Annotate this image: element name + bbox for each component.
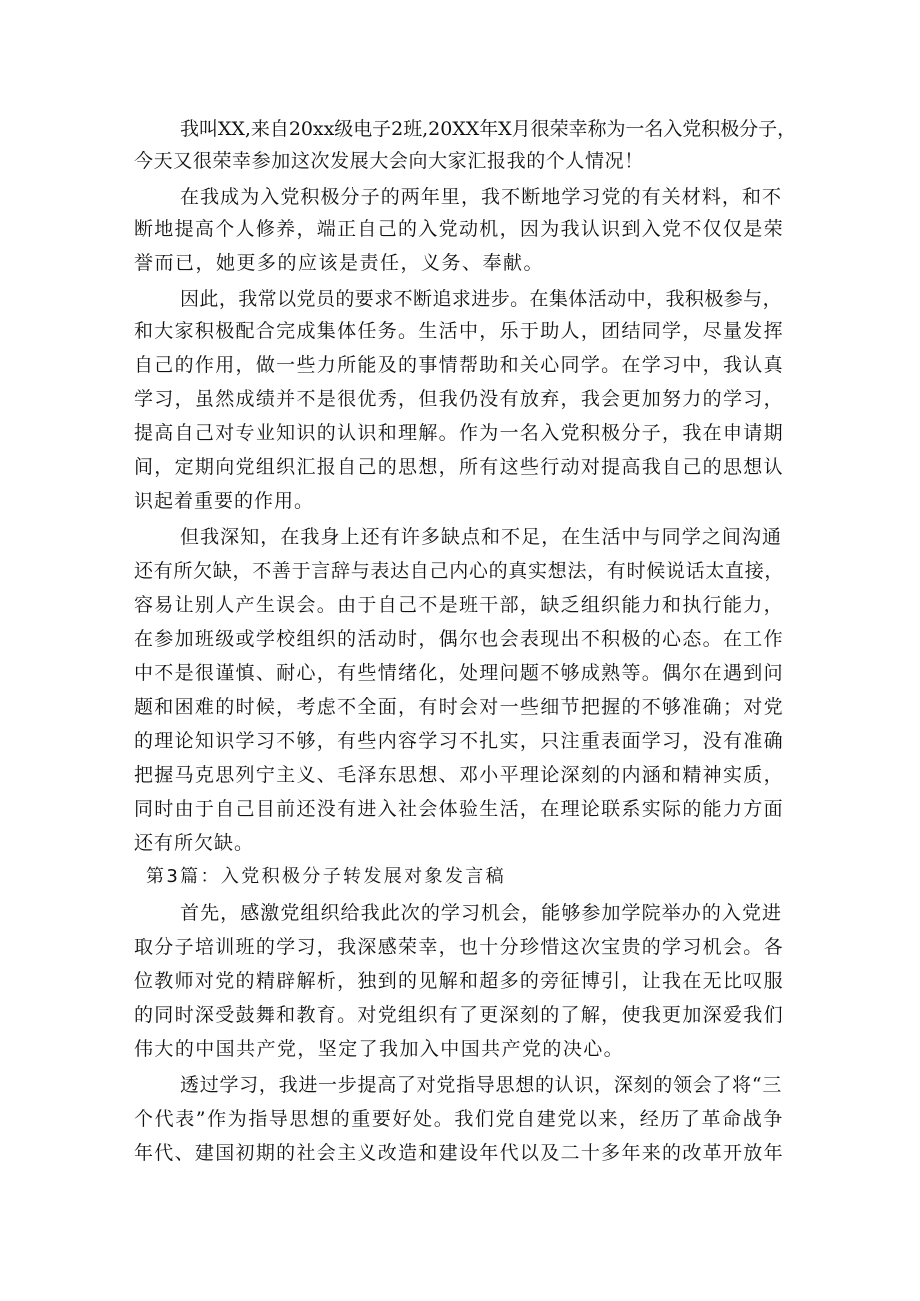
paragraph-line: 位教师对党的精辟解析，独到的见解和超多的旁征博引，让我在无比叹服 xyxy=(134,970,784,992)
paragraph-line: 誉而已，她更多的应该是责任，义务、奉献。 xyxy=(134,252,545,274)
paragraph-line: 识起着重要的作用。 xyxy=(134,490,315,512)
paragraph-line: 题和困难的时候，考虑不全面，有时会对一些细节把握的不够准确；对党 xyxy=(134,696,784,718)
paragraph-line: 提高自己对专业知识的认识和理解。作为一名入党积极分子，我在申请期 xyxy=(134,422,784,444)
paragraph-line: 自己的作用，做一些力所能及的事情帮助和关心同学。在学习中，我认真 xyxy=(134,354,784,376)
paragraph-line: 我叫XX,来自20xx级电子2班,20XX年X月很荣幸称为一名入党积极分子， xyxy=(180,118,797,140)
paragraph-line: 个代表”作为指导思想的重要好处。我们党自建党以来，经历了革命战争 xyxy=(134,1108,784,1130)
paragraph-line: 中不是很谨慎、耐心，有些情绪化，处理问题不够成熟等。偶尔在遇到问 xyxy=(134,662,784,684)
paragraph-line: 把握马克思列宁主义、毛泽东思想、邓小平理论深刻的内涵和精神实质， xyxy=(134,764,784,786)
paragraph-line: 伟大的中国共产党，坚定了我加入中国共产党的决心。 xyxy=(134,1038,625,1060)
paragraph-line: 间，定期向党组织汇报自己的思想，所有这些行动对提高我自己的思想认 xyxy=(134,456,784,478)
paragraph-line: 还有所欠缺。 xyxy=(134,832,255,854)
paragraph-line: 年代、建国初期的社会主义改造和建设年代以及二十多年来的改革开放年 xyxy=(134,1142,784,1164)
paragraph-line: 在我成为入党积极分子的两年里，我不断地学习党的有关材料，和不 xyxy=(180,186,783,208)
paragraph-line: 但我深知，在我身上还有许多缺点和不足，在生活中与同学之间沟通 xyxy=(180,526,783,548)
paragraph-line: 还有所欠缺，不善于言辞与表达自己内心的真实想法，有时候说话太直接， xyxy=(134,560,785,582)
paragraph-line: 因此，我常以党员的要求不断追求进步。在集体活动中，我积极参与， xyxy=(180,288,783,310)
paragraph-line: 学习，虽然成绩并不是很优秀，但我仍没有放弃，我会更加努力的学习， xyxy=(134,388,784,410)
paragraph-line: 首先，感激党组织给我此次的学习机会，能够参加学院举办的入党进 xyxy=(180,902,783,924)
paragraph-line: 的理论知识学习不够，有些内容学习不扎实，只注重表面学习，没有准确 xyxy=(134,730,784,752)
paragraph-line: 的同时深受鼓舞和教育。对党组织有了更深刻的了解，使我更加深爱我们 xyxy=(134,1004,784,1026)
paragraph-line: 在参加班级或学校组织的活动时，偶尔也会表现出不积极的心态。在工作 xyxy=(134,628,784,650)
paragraph-line: 断地提高个人修养，端正自己的入党动机，因为我认识到入党不仅仅是荣 xyxy=(134,218,784,240)
section-heading: 第3篇：入党积极分子转发展对象发言稿 xyxy=(146,866,506,887)
paragraph-line: 透过学习，我进一步提高了对党指导思想的认识，深刻的领会了将“三 xyxy=(180,1074,783,1096)
paragraph-line: 和大家积极配合完成集体任务。生活中，乐于助人，团结同学，尽量发挥 xyxy=(134,320,784,342)
paragraph-line: 今天又很荣幸参加这次发展大会向大家汇报我的个人情况！ xyxy=(134,150,644,172)
paragraph-line: 取分子培训班的学习，我深感荣幸，也十分珍惜这次宝贵的学习机会。各 xyxy=(134,936,784,958)
paragraph-line: 容易让别人产生误会。由于自己不是班干部，缺乏组织能力和执行能力， xyxy=(134,594,784,616)
paragraph-line: 同时由于自己目前还没有进入社会体验生活，在理论联系实际的能力方面 xyxy=(134,798,784,820)
